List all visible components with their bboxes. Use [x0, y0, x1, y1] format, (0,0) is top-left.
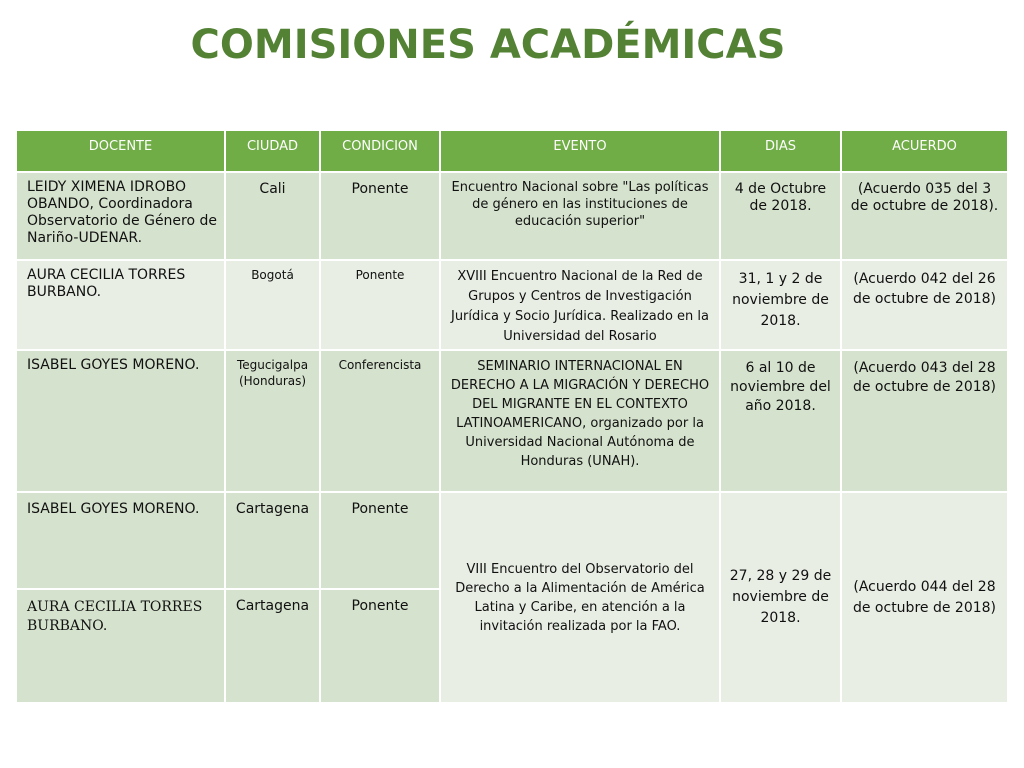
cell-ciudad: Tegucigalpa (Honduras): [225, 350, 320, 492]
cell-condicion: Conferencista: [320, 350, 440, 492]
cell-condicion: Ponente: [320, 492, 440, 589]
header-docente: DOCENTE: [16, 130, 225, 172]
cell-evento: XVIII Encuentro Nacional de la Red de Grupos y Centros de Investigación Jurídica y Socio Jurídica. Realizado en la Universidad del Rosario: [440, 260, 720, 350]
cell-docente: LEIDY XIMENA IDROBO OBANDO, Coordinadora Observatorio de Género de Nariño-UDENAR.: [16, 172, 225, 260]
cell-condicion: Ponente: [320, 260, 440, 350]
cell-docente: ISABEL GOYES MORENO.: [16, 492, 225, 589]
table-row: [16, 172, 1008, 260]
cell-acuerdo: (Acuerdo 043 del 28 de octubre de 2018): [841, 350, 1008, 492]
cell-ciudad: Cartagena: [225, 492, 320, 589]
cell-ciudad: Bogotá: [225, 260, 320, 350]
table-row: [16, 260, 1008, 350]
cell-acuerdo: (Acuerdo 044 del 28 de octubre de 2018): [841, 492, 1008, 703]
cell-ciudad: Cali: [225, 172, 320, 260]
commissions-table: [15, 129, 1009, 704]
cell-dias: 6 al 10 de noviembre del año 2018.: [720, 350, 841, 492]
cell-condicion: Ponente: [320, 589, 440, 703]
cell-evento: Encuentro Nacional sobre "Las políticas de género en las instituciones de educación superior": [440, 172, 720, 260]
page-title: COMISIONES ACADÉMICAS: [190, 22, 786, 68]
cell-condicion: Ponente: [320, 172, 440, 260]
cell-acuerdo: (Acuerdo 035 del 3 de octubre de 2018).: [841, 172, 1008, 260]
cell-dias: 31, 1 y 2 de noviembre de 2018.: [720, 260, 841, 350]
cell-dias: 27, 28 y 29 de noviembre de 2018.: [720, 492, 841, 703]
table-row: [16, 350, 1008, 492]
cell-ciudad: Cartagena: [225, 589, 320, 703]
header-condicion: CONDICION: [320, 130, 440, 172]
header-dias: DIAS: [720, 130, 841, 172]
cell-docente: AURA CECILIA TORRES BURBANO.: [16, 260, 225, 350]
cell-evento: SEMINARIO INTERNACIONAL EN DERECHO A LA MIGRACIÓN Y DERECHO DEL MIGRANTE EN EL CONTEXTO LATINOAMERICANO, organizado por la Universidad Nacional Autónoma de Honduras (UNAH).: [440, 350, 720, 492]
cell-dias: 4 de Octubre de 2018.: [720, 172, 841, 260]
header-acuerdo: ACUERDO: [841, 130, 1008, 172]
cell-evento: VIII Encuentro del Observatorio del Derecho a la Alimentación de América Latina y Caribe, en atención a la invitación realizada por la FAO.: [440, 492, 720, 703]
header-evento: EVENTO: [440, 130, 720, 172]
cell-acuerdo: (Acuerdo 042 del 26 de octubre de 2018): [841, 260, 1008, 350]
table-row: [16, 492, 1008, 589]
table-header-row: [16, 130, 1008, 172]
cell-docente: ISABEL GOYES MORENO.: [16, 350, 225, 492]
header-ciudad: CIUDAD: [225, 130, 320, 172]
cell-docente: AURA CECILIA TORRES BURBANO.: [16, 589, 225, 703]
